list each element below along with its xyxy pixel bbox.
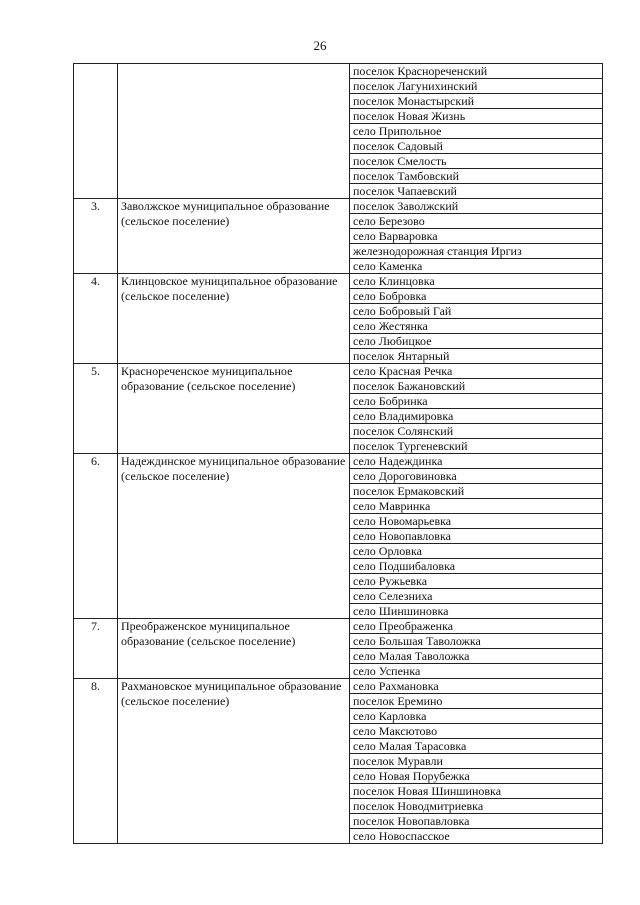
row-number-cell: 4. — [74, 274, 118, 364]
locality-cell: село Преображенка — [350, 619, 603, 634]
locality-cell: поселок Тамбовский — [350, 169, 603, 184]
locality-cell: поселок Тургеневский — [350, 439, 603, 454]
row-number-cell: 7. — [74, 619, 118, 679]
municipality-name-cell: Краснореченское муниципальное образование (сельское поселение) — [118, 364, 350, 454]
table-row — [74, 199, 603, 214]
locality-cell: село Дороговиновка — [350, 469, 603, 484]
locality-cell: село Варваровка — [350, 229, 603, 244]
locality-cell: поселок Янтарный — [350, 349, 603, 364]
locality-cell: поселок Еремино — [350, 694, 603, 709]
locality-cell: поселок Новодмитриевка — [350, 799, 603, 814]
row-number-cell: 5. — [74, 364, 118, 454]
municipality-name-cell: Рахмановское муниципальное образование (сельское поселение) — [118, 679, 350, 844]
table-row — [74, 619, 603, 634]
locality-cell: село Новая Порубежка — [350, 769, 603, 784]
municipality-name-cell: Клинцовское муниципальное образование (сельское поселение) — [118, 274, 350, 364]
table-row — [74, 274, 603, 289]
locality-cell: поселок Смелость — [350, 154, 603, 169]
locality-cell: село Малая Таволожка — [350, 649, 603, 664]
locality-cell: поселок Новая Шиншиновка — [350, 784, 603, 799]
locality-cell: село Большая Таволожка — [350, 634, 603, 649]
locality-cell: поселок Монастырский — [350, 94, 603, 109]
locality-cell: поселок Краснореченский — [350, 64, 603, 79]
locality-cell: железнодорожная станция Иргиз — [350, 244, 603, 259]
row-number-cell — [74, 64, 118, 199]
locality-cell: село Малая Тарасовка — [350, 739, 603, 754]
locality-cell: поселок Муравли — [350, 754, 603, 769]
municipality-name-cell — [118, 64, 350, 199]
locality-cell: село Успенка — [350, 664, 603, 679]
locality-cell: село Надеждинка — [350, 454, 603, 469]
locality-cell: село Любицкое — [350, 334, 603, 349]
locality-cell: село Каменка — [350, 259, 603, 274]
locality-cell: поселок Новая Жизнь — [350, 109, 603, 124]
locality-cell: поселок Садовый — [350, 139, 603, 154]
locality-cell: село Максютово — [350, 724, 603, 739]
locality-cell: поселок Бажановский — [350, 379, 603, 394]
table-row — [74, 454, 603, 469]
locality-cell: село Бобринка — [350, 394, 603, 409]
municipalities-table — [73, 63, 603, 844]
locality-cell: село Ружьевка — [350, 574, 603, 589]
locality-cell: поселок Заволжский — [350, 199, 603, 214]
row-number-cell: 3. — [74, 199, 118, 274]
municipality-name-cell: Надеждинское муниципальное образование (сельское поселение) — [118, 454, 350, 619]
locality-cell: село Подшибаловка — [350, 559, 603, 574]
locality-cell: село Селезниха — [350, 589, 603, 604]
locality-cell: село Новоспасское — [350, 829, 603, 844]
locality-cell: село Рахмановка — [350, 679, 603, 694]
locality-cell: село Березово — [350, 214, 603, 229]
locality-cell: село Новомарьевка — [350, 514, 603, 529]
locality-cell: село Карловка — [350, 709, 603, 724]
locality-cell: село Орловка — [350, 544, 603, 559]
municipality-name-cell: Преображенское муниципальное образование (сельское поселение) — [118, 619, 350, 679]
locality-cell: поселок Лагунихинский — [350, 79, 603, 94]
row-number-cell: 8. — [74, 679, 118, 844]
locality-cell: поселок Ермаковский — [350, 484, 603, 499]
locality-cell: село Красная Речка — [350, 364, 603, 379]
locality-cell: село Бобровка — [350, 289, 603, 304]
locality-cell: село Припольное — [350, 124, 603, 139]
locality-cell: село Мавринка — [350, 499, 603, 514]
table-row — [74, 364, 603, 379]
municipality-name-cell: Заволжское муниципальное образование (сельское поселение) — [118, 199, 350, 274]
locality-cell: село Бобровый Гай — [350, 304, 603, 319]
table-row — [74, 64, 603, 79]
table-row — [74, 679, 603, 694]
locality-cell: село Клинцовка — [350, 274, 603, 289]
locality-cell: поселок Новопавловка — [350, 814, 603, 829]
locality-cell: поселок Солянский — [350, 424, 603, 439]
locality-cell: село Шиншиновка — [350, 604, 603, 619]
locality-cell: село Владимировка — [350, 409, 603, 424]
page-number: 26 — [313, 38, 327, 53]
locality-cell: село Жестянка — [350, 319, 603, 334]
locality-cell: село Новопавловка — [350, 529, 603, 544]
locality-cell: поселок Чапаевский — [350, 184, 603, 199]
row-number-cell: 6. — [74, 454, 118, 619]
